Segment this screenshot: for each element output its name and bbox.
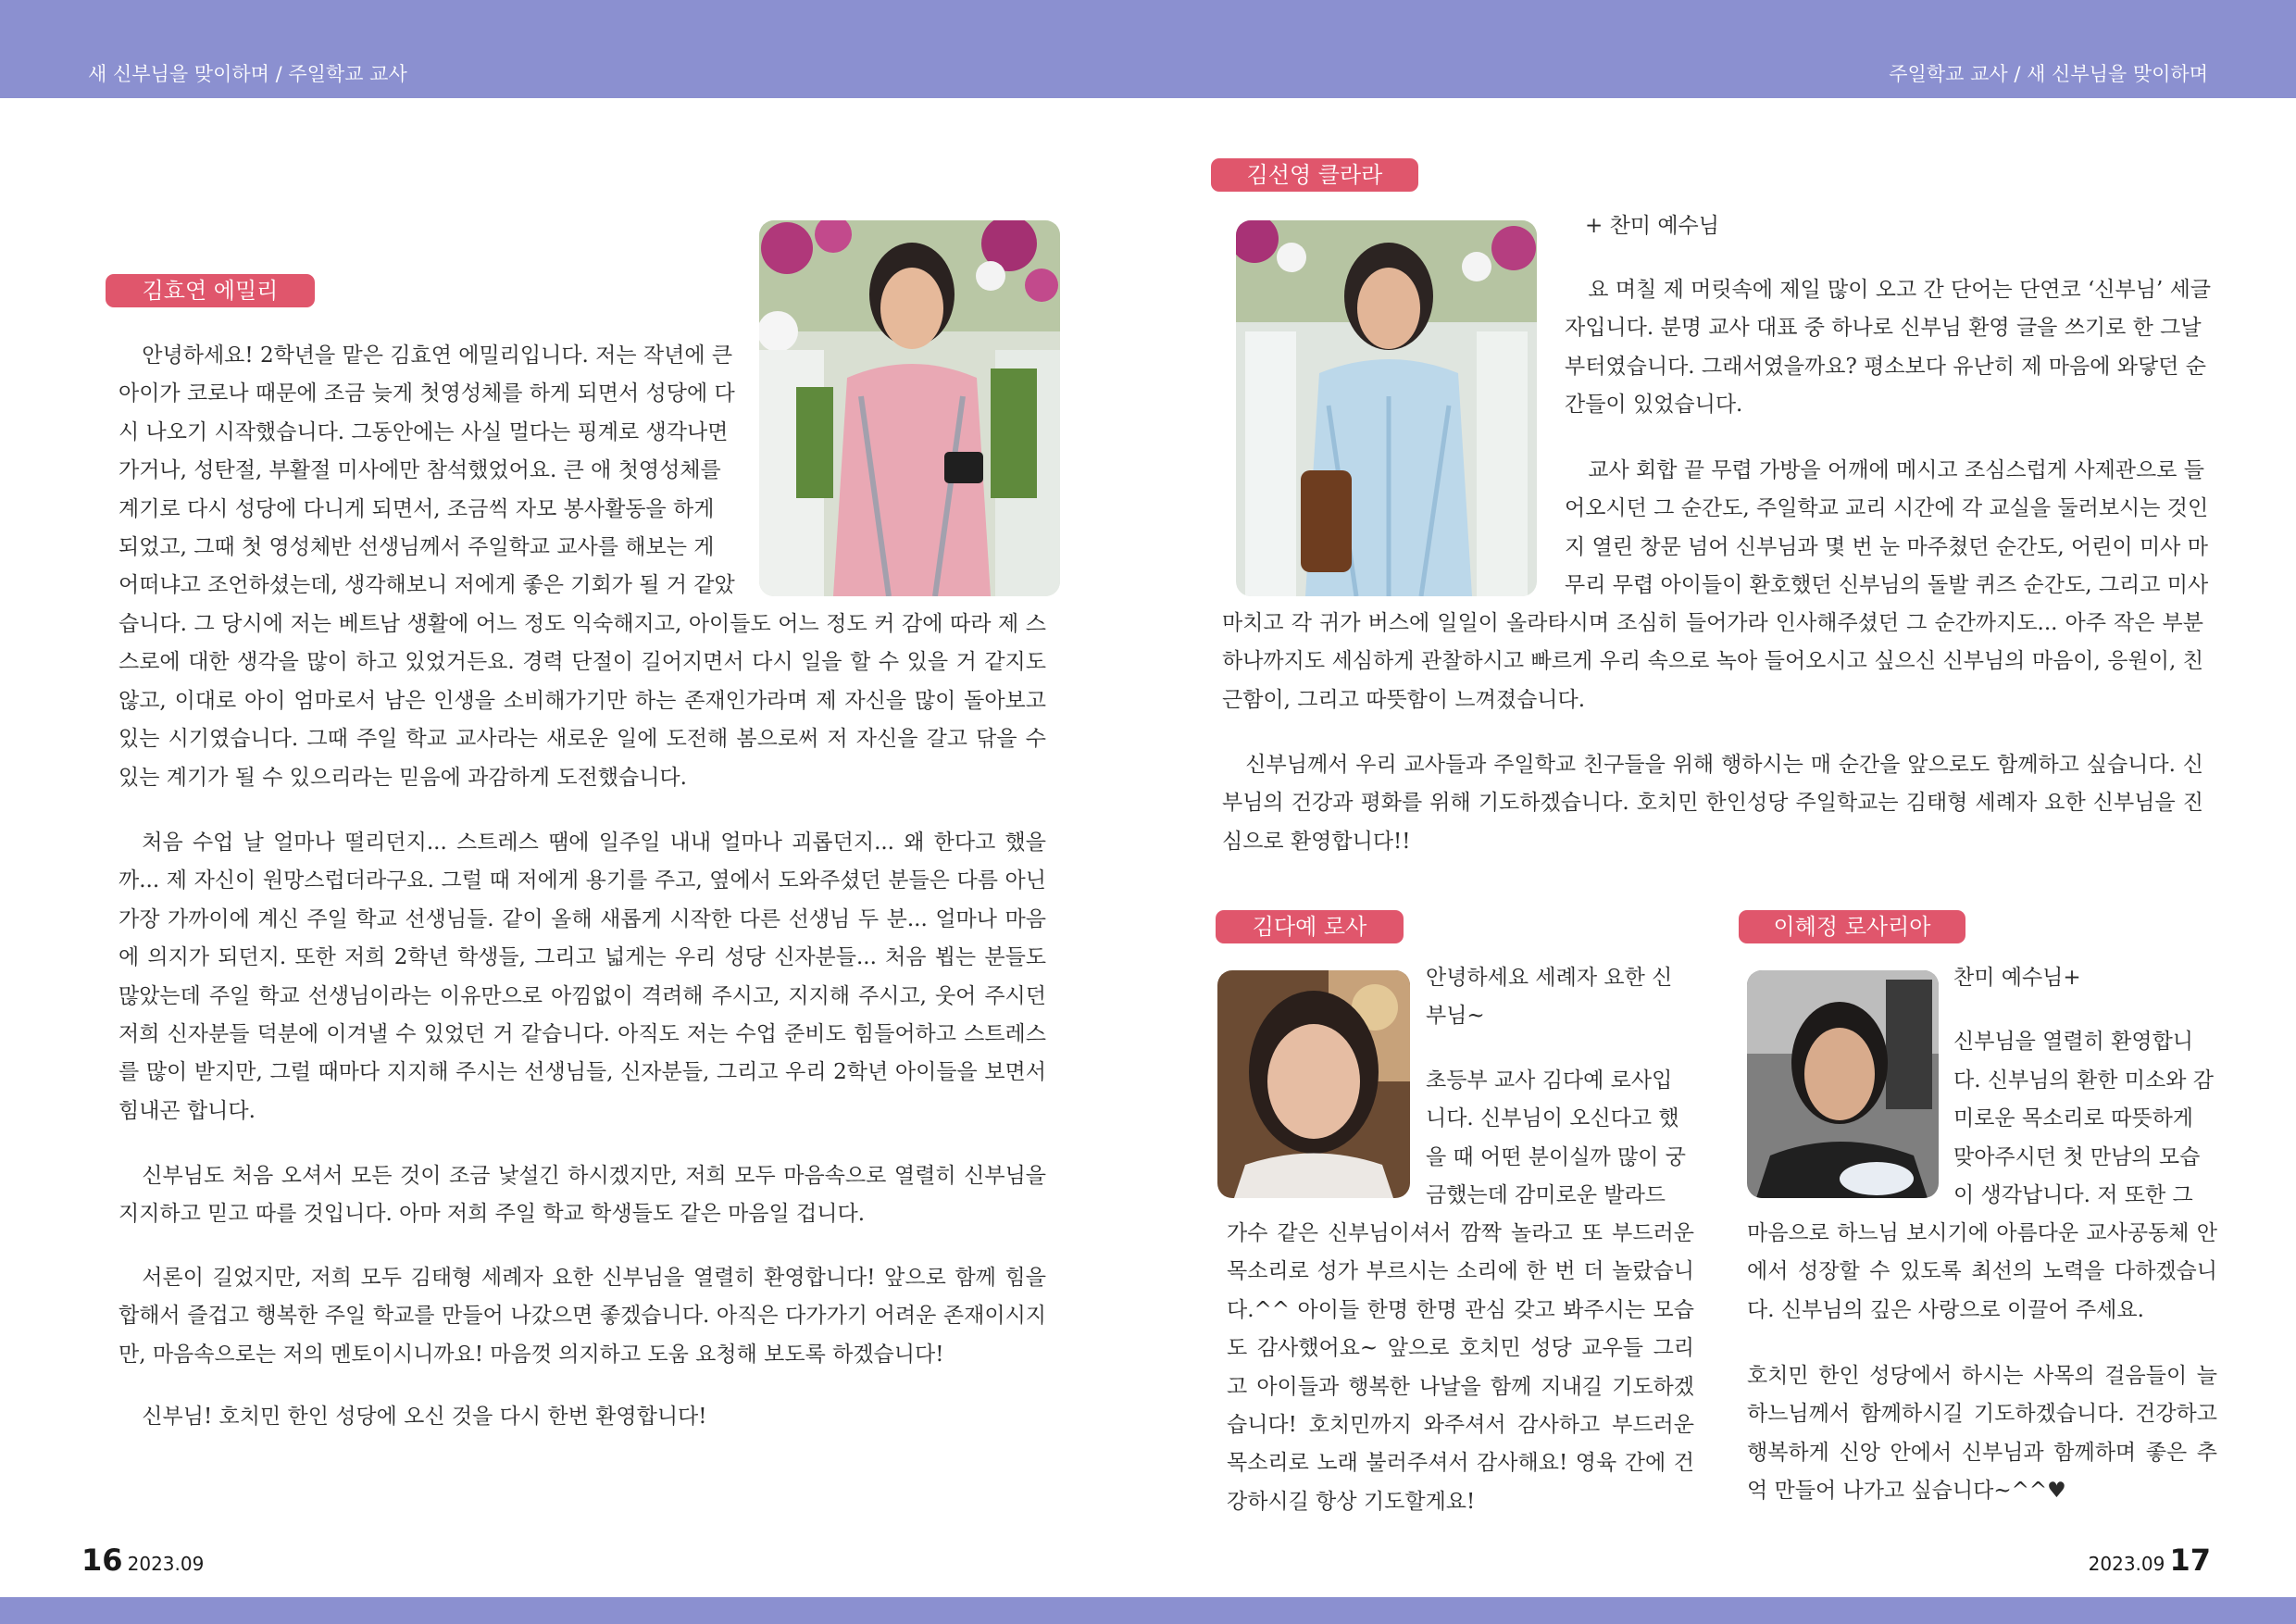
teacher-photo-icon [759, 220, 1060, 596]
name-badge-kim-daye: 김다예 로사 [1216, 910, 1404, 943]
text-line: 무리 무렵 아이들이 환호했던 신부님의 돌발 퀴즈 순간도, 그리고 미사 [1565, 573, 2209, 598]
left-intro-wrapped-lines [119, 337, 734, 375]
text-line: 금했는데 감미로운 발라드 [1426, 1183, 1666, 1208]
text-line: 아이가 코로나 때문에 조금 늦게 첫영성체를 하게 되면서 성당에 다 [119, 381, 735, 406]
right-page-footer [2089, 1543, 2211, 1578]
right-breadcrumb: 주일학교 교사 / 새 신부님을 맞이하며 [1889, 63, 2208, 85]
text-line: 맞아주시던 첫 만남의 모습 [1953, 1144, 2201, 1169]
text-line: 교사 회합 끝 무렵 가방을 어깨에 메시고 조심스럽게 사제관으로 들 [1588, 458, 2204, 482]
footer-bar [0, 1597, 2296, 1624]
text-line: 니다. 신부님이 오신다고 했 [1426, 1106, 1679, 1131]
text-line: 가거나, 성탄절, 부활절 미사에만 참석했었어요. 큰 애 첫영성체를 [119, 458, 721, 483]
greeting-line: + 찬미 예수님 [1585, 214, 1719, 238]
kim-daye-side-text [1426, 959, 1694, 1215]
name-badge-lee-hyejeong: 이혜정 로사리아 [1739, 910, 1965, 943]
teacher-photo-icon [1236, 220, 1537, 596]
kim-daye-text: 가수 같은 신부님이셔서 깜짝 놀라고 또 부드러운 목소리로 성가 부르시는 소리에 한 번 더 놀랐습니다.^^ 아이들 한명 한명 관심 갖고 봐주시는 모습도 감사했어요~ 앞으로 호치민 성당 교우들 그리고 아이들과 행복한 나날을 함께 지내길 기도하겠습니다! 호치민까지 와주셔서 감사하고 부드러운 목소리로 노래 불러주셔서 감사해요! 영육 간에 건강하시길 항상 기도할게요! [1227, 1221, 1694, 1514]
lee-hyejeong-side-text [1953, 959, 2217, 1215]
left-paragraph-5: 신부님! 호치민 한인 성당에 오신 것을 다시 한번 환영합니다! [142, 1405, 707, 1429]
left-breadcrumb: 새 신부님을 맞이하며 / 주일학교 교사 [88, 63, 407, 85]
right-top-p2-first [1565, 452, 2203, 490]
text-line: 자입니다. 분명 교사 대표 중 하나로 신부님 환영 글을 쓰기로 한 그날 [1565, 316, 2202, 341]
left-paragraph-3: 신부님도 처음 오셔서 모든 것이 조금 낯설긴 하시겠지만, 저희 모두 마음속으로 열렬히 신부님을 지지하고 믿고 따를 것입니다. 아마 저희 주일 학교 학생들도 같은 마음일 겁니다. [119, 1164, 1046, 1227]
left-page-footer [81, 1543, 204, 1578]
lee-hyejeong-text-2: 호치민 한인 성당에서 하시는 사목의 걸음들이 늘 하느님께서 함께하시길 기도하겠습니다. 건강하고 행복하게 신앙 안에서 신부님과 함께하며 좋은 추억 만들어 나가고 싶습니다~^^♥ [1747, 1364, 2217, 1504]
text-line: 계기로 다시 성당에 다니게 되면서, 조금씩 자모 봉사활동을 하게 [119, 496, 715, 521]
left-intro-wrapped-lines-cont [119, 375, 734, 605]
left-page-number: 16 [81, 1543, 123, 1578]
teacher-photo-icon [1747, 970, 1939, 1198]
teacher-photo-icon [1217, 970, 1410, 1198]
left-paragraph-2: 처음 수업 날 얼마나 떨리던지... 스트레스 땜에 일주일 내내 얼마나 괴롭던지... 왜 한다고 했을까... 제 자신이 원망스럽더라구요. 그럴 때 저에게 용기를 주고, 옆에서 도와주셨던 분들은 다름 아닌 가장 가까이에 계신 주일 학교 선생님들. 같이 올해 새롭게 시작한 다른 선생님 두 분... 얼마나 마음에 의지가 되던지. 또한 저희 2학년 학생들, 그리고 넓게는 우리 성당 신자분들... 처음 뵙는 분들도 많았는데 주일 학교 선생님이라는 이유만으로 아낌없이 격려해 주시고, 지지해 주시고, 웃어 주시던 저희 신자분들 덕분에 이겨낼 수 있었던 거 같습니다. 아직도 저는 수업 준비도 힘들어하고 스트레스를 많이 받지만, 그럴 때마다 지지해 주시는 선생님들, 신자분들, 그리고 우리 2학년 아이들을 보면서 힘내곤 합니다. [119, 831, 1046, 1123]
text-line: 찬미 예수님+ [1953, 966, 2081, 990]
text-line: 신부님을 열렬히 환영합니 [1953, 1030, 2194, 1055]
right-top-p2-cont [1565, 490, 2209, 605]
text-line: 부터였습니다. 그래서였을까요? 평소보다 유난히 제 마음에 와닿던 순 [1565, 354, 2206, 379]
left-issue-date: 2023.09 [127, 1553, 205, 1575]
right-top-p2-rest: 마치고 각 귀가 버스에 일일이 올라타시며 조심히 들어가라 인사해주셨던 그 순간까지도... 아주 작은 부분 하나까지도 세심하게 관찰하시고 빠르게 우리 속으로 녹아 들어오시고 싶으신 신부님의 마음이, 응원이, 친근함이, 그리고 따뜻함이 느껴졌습니다. [1222, 611, 2203, 712]
text-line: 미로운 목소리로 따뜻하게 [1953, 1106, 2194, 1131]
right-top-p1-cont [1565, 309, 2206, 424]
name-badge-kim-hyoyeon: 김효연 에밀리 [106, 274, 315, 307]
right-top-p3: 신부님께서 우리 교사들과 주일학교 친구들을 위해 행하시는 매 순간을 앞으로도 함께하고 싶습니다. 신부님의 건강과 평화를 위해 기도하겠습니다. 호치민 한인성당 주일학교는 김태형 세례자 요한 신부님을 진심으로 환영합니다!! [1222, 753, 2203, 854]
text-line: 초등부 교사 김다예 로사입 [1426, 1068, 1673, 1093]
text-line: 되었고, 그때 첫 영성체반 선생님께서 주일학교 교사를 해보는 게 [119, 535, 715, 560]
header-bar [0, 0, 2296, 98]
text-line: 안녕하세요 세례자 요한 신 [1426, 966, 1673, 990]
text-line: 요 며칠 제 머릿속에 제일 많이 오고 간 단어는 단연코 ‘신부님’ 세글 [1588, 278, 2212, 302]
text-line: 지 열린 창문 넘어 신부님과 몇 번 눈 마주쳤던 순간도, 어린이 미사 마 [1565, 534, 2208, 559]
right-page-number: 17 [2169, 1543, 2211, 1578]
right-issue-date: 2023.09 [2088, 1553, 2165, 1575]
spacer [1426, 1036, 1694, 1062]
left-intro-continued: 습니다. 그 당시에 저는 베트남 생활에 어느 정도 익숙해지고, 아이들도 어느 정도 커 감에 따라 제 스스로에 대한 생각을 많이 하고 있었거든요. 경력 단절이 길어지면서 다시 일을 할 수 있을 거 같지도 않고, 이대로 아이 엄마로서 남은 인생을 소비해가기만 하는 존재인가라며 제 자신을 많이 돌아보고 있는 시기였습니다. 그때 주일 학교 교사라는 새로운 일에 도전해 봄으로써 저 자신을 갈고 닦을 수 있는 계기가 될 수 있으리라는 믿음에 과감하게 도전했습니다. [119, 612, 1046, 790]
spacer [1953, 997, 2217, 1023]
text-line: 다. 신부님의 환한 미소와 감 [1953, 1068, 2214, 1093]
name-badge-kim-seonyoung: 김선영 클라라 [1211, 158, 1418, 192]
right-top-p1-first [1565, 271, 2212, 309]
text-line: 시 나오기 시작했습니다. 그동안에는 사실 멀다는 핑계로 생각나면 [119, 419, 729, 444]
text-line: 이 생각납니다. 저 또한 그 [1953, 1183, 2193, 1208]
text-line: 안녕하세요! 2학년을 맡은 김효연 에밀리입니다. 저는 작년에 큰 [142, 344, 733, 368]
lee-hyejeong-text: 마음으로 하느님 보시기에 아름다운 교사공동체 안에서 성장할 수 있도록 최선의 노력을 다하겠습니다. 신부님의 깊은 사랑으로 이끌어 주세요. [1747, 1221, 2217, 1322]
text-line: 어오시던 그 순간도, 주일학교 교리 시간에 각 교실을 둘러보시는 것인 [1565, 496, 2209, 521]
text-line: 간들이 있었습니다. [1565, 393, 1743, 418]
text-line: 부님~ [1426, 1004, 1485, 1029]
text-line: 어떠냐고 조언하셨는데, 생각해보니 저에게 좋은 기회가 될 거 같았 [119, 573, 735, 598]
left-paragraph-4: 서론이 길었지만, 저희 모두 김태형 세례자 요한 신부님을 열렬히 환영합니다! 앞으로 함께 힘을 합해서 즐겁고 행복한 주일 학교를 만들어 나갔으면 좋겠습니다. 아직은 다가가기 어려운 존재이시지만, 마음속으로는 저의 멘토이시니까요! 마음껏 의지하고 도움 요청해 보도록 하겠습니다! [119, 1266, 1046, 1367]
text-line: 을 때 어떤 분이실까 많이 궁 [1426, 1144, 1686, 1169]
